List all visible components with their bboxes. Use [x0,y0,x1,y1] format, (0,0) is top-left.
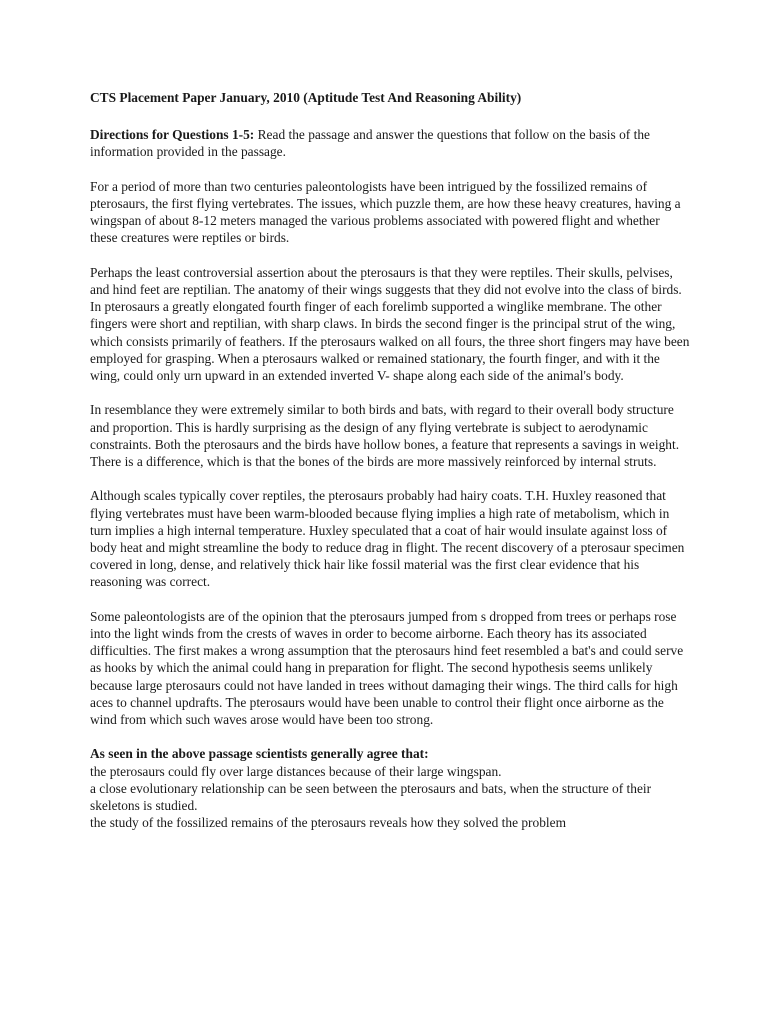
document-page [90,89,690,831]
directions-label: Directions for Questions 1-5: [90,127,255,143]
passage-paragraph: Some paleontologists are of the opinion that the pterosaurs jumped from s dropped from trees or perhaps rose into the light winds from the crests of waves in order to become airborne. Each theory has its associated difficulties. The first makes a wrong assumption that the pterosaurs hind feet resembled a bat's and could serve as hooks by which the animal could hang in preparation for flight. The second hypothesis seems unlikely because large pterosaurs could not have landed in trees without damaging their wings. The third calls for high aces to channel updrafts. The pterosaurs would have been unable to control their flight once airborne as the wind from which such waves arose would have been too strong. [90,608,684,728]
directions-text: Read the passage and answer the questions that follow on the basis of the information provided in the passage. [90,127,650,160]
question-heading: As seen in the above passage scientists generally agree that: [90,746,429,762]
passage-paragraph: Although scales typically cover reptiles, the pterosaurs probably had hairy coats. T.H. Huxley reasoned that flying vertebrates must have been warm-blooded because flying implies a high rate of metabolism, which in turn implies a high internal temperature. Huxley speculated that a coat of hair would insulate against loss of body heat and might streamline the body to reduce drag in flight. The recent discovery of a pterosaur specimen covered in long, dense, and relatively thick hair like fossil material was the first clear evidence that his reasoning was correct. [90,488,685,590]
passage-paragraph: For a period of more than two centuries paleontologists have been intrigued by the fossilized remains of pterosaurs, the first flying vertebrates. The issues, which puzzle them, are how these heavy creatures, having a wingspan of about 8-12 meters managed the various problems associated with powered flight and whether these creatures were reptiles or birds. [90,178,681,246]
answer-option: a close evolutionary relationship can be seen between the pterosaurs and bats, when the structure of their skeletons is studied. [90,780,652,814]
document-title: CTS Placement Paper January, 2010 (Aptitude Test And Reasoning Ability) [90,90,522,105]
passage-paragraph: In resemblance they were extremely similar to both birds and bats, with regard to their overall body structure and proportion. This is hardly surprising as the design of any flying vertebrate is subject to aerodynamic constraints. Both the pterosaurs and the birds have hollow bones, a feature that represents a savings in weight. There is a difference, which is that the bones of the birds are more massively reinforced by internal struts. [90,402,680,470]
directions [90,126,690,160]
answer-option: the study of the fossilized remains of the pterosaurs reveals how they solved the problem [90,815,566,831]
answer-option: the pterosaurs could fly over large distances because of their large wingspan. [90,763,502,779]
passage-paragraph: Perhaps the least controversial assertion about the pterosaurs is that they were reptiles. Their skulls, pelvises, and hind feet are reptilian. The anatomy of their wings suggests that they did not evolve into the class of birds. In pterosaurs a greatly elongated fourth finger of each forelimb supported a winglike membrane. The other fingers were short and reptilian, with sharp claws. In birds the second finger is the principal strut of the wing, which consists primarily of feathers. If the pterosaurs walked on all fours, the three short fingers may have been employed for grasping. When a pterosaurs walked or remained stationary, the fourth finger, and with it the wing, could only urn upward in an extended inverted V- shape along each side of the animal's body. [90,264,690,384]
